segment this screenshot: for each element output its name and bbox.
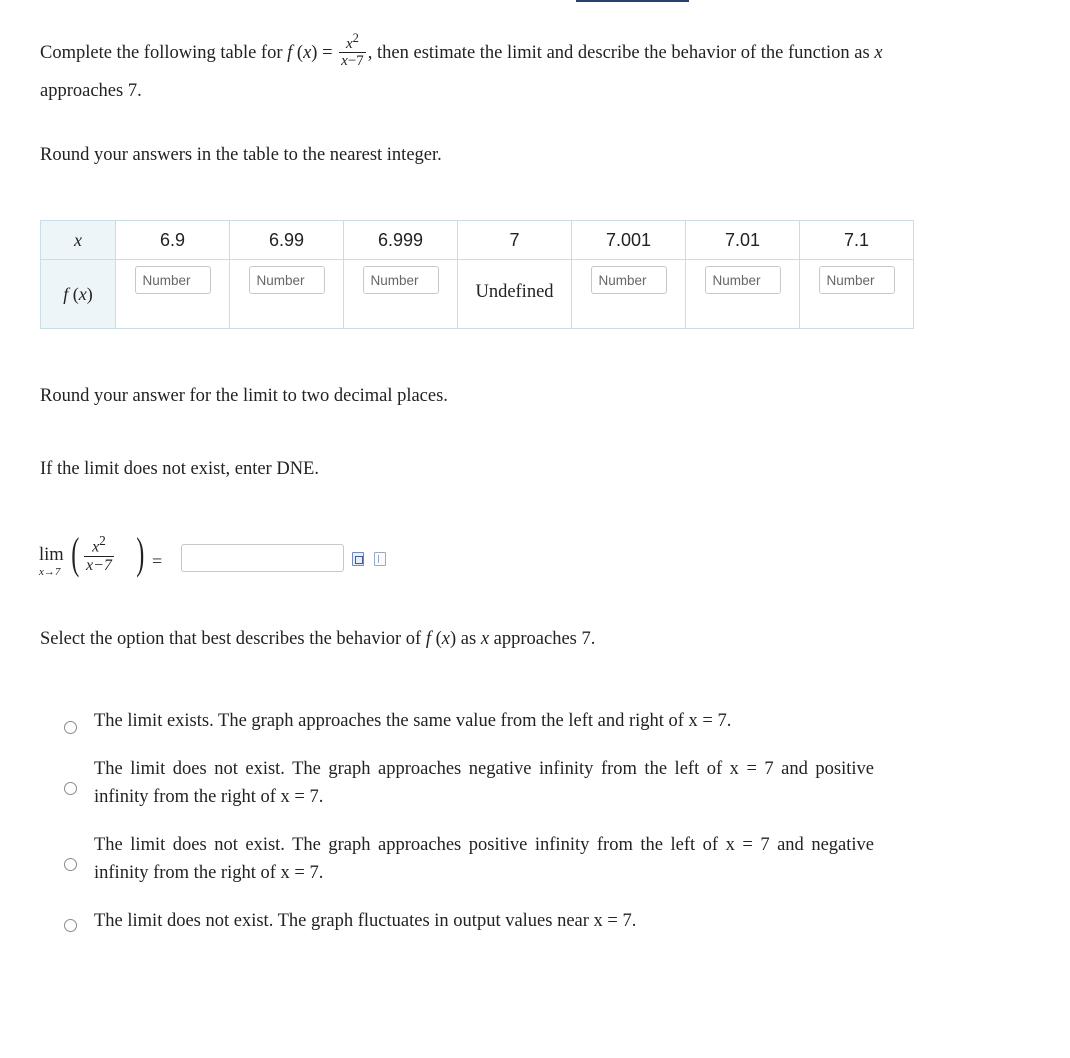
- values-table: [40, 220, 914, 329]
- option-1-radio[interactable]: [64, 721, 77, 734]
- fx-input-7.1[interactable]: Number: [819, 266, 895, 294]
- option-1-label: The limit exists. The graph approaches the same value from the left and right of x = 7.: [94, 711, 732, 731]
- limit-fraction: $\frac{x^2}{x-7}$: [86, 533, 112, 575]
- fx-input-6.999[interactable]: Number: [363, 266, 439, 294]
- fx-input-6.9[interactable]: Number: [135, 266, 211, 294]
- right-paren: ): [136, 529, 145, 578]
- limit-expression: [38, 528, 188, 584]
- undefined-label: Undefined: [475, 282, 554, 302]
- x-value: 6.999: [344, 221, 458, 260]
- round-limit-note: Round your answer for the limit to two decimal places.: [40, 386, 448, 406]
- fx-input-7.01[interactable]: Number: [705, 266, 781, 294]
- option-2-radio[interactable]: [64, 782, 77, 795]
- instruction-text: Complete the following table for f (x) = $\frac{x^2}{x-7}$ , then estimate the limit and describe the behavior of the function as x approaches 7.: [40, 31, 883, 101]
- option-4-label: The limit does not exist. The graph fluctuates in output values near x = 7.: [94, 911, 637, 931]
- lim-word: lim: [39, 545, 64, 565]
- behavior-prompt: Select the option that best describes the behavior of f (x) as x approaches 7.: [40, 629, 596, 649]
- fx-row-header: f (x): [41, 260, 116, 329]
- x-value: 7.001: [572, 221, 686, 260]
- fx-input-7.001[interactable]: Number: [591, 266, 667, 294]
- round-table-note: Round your answers in the table to the nearest integer.: [40, 145, 442, 165]
- document-icon[interactable]: [374, 552, 386, 566]
- option-2-label: The limit does not exist. The graph approaches negative infinity from the left of x = 7 and positive infinity from the right of x = 7.: [94, 759, 874, 807]
- fx-input-6.99[interactable]: Number: [249, 266, 325, 294]
- x-value: 7.01: [686, 221, 800, 260]
- x-row-header: x: [41, 221, 116, 260]
- dne-note: If the limit does not exist, enter DNE.: [40, 459, 319, 479]
- x-value: 7: [458, 221, 572, 260]
- x-value: 7.1: [800, 221, 914, 260]
- fx-row: [41, 260, 914, 329]
- function-fraction: $\frac{x^2}{x-7}$: [341, 31, 364, 69]
- top-tab-indicator: [576, 0, 689, 2]
- lim-subscript: x→7: [39, 566, 61, 578]
- option-4-radio[interactable]: [64, 919, 77, 932]
- limit-answer-input[interactable]: [181, 544, 344, 572]
- option-3-radio[interactable]: [64, 858, 77, 871]
- option-3-label: The limit does not exist. The graph approaches positive infinity from the left of x = 7 and negative infinity from the right of x = 7.: [94, 835, 874, 883]
- x-row: [41, 221, 914, 260]
- x-value: 6.99: [230, 221, 344, 260]
- equals-sign: =: [152, 551, 163, 571]
- math-editor-icon[interactable]: [352, 552, 364, 566]
- x-value: 6.9: [116, 221, 230, 260]
- left-paren: (: [71, 529, 80, 578]
